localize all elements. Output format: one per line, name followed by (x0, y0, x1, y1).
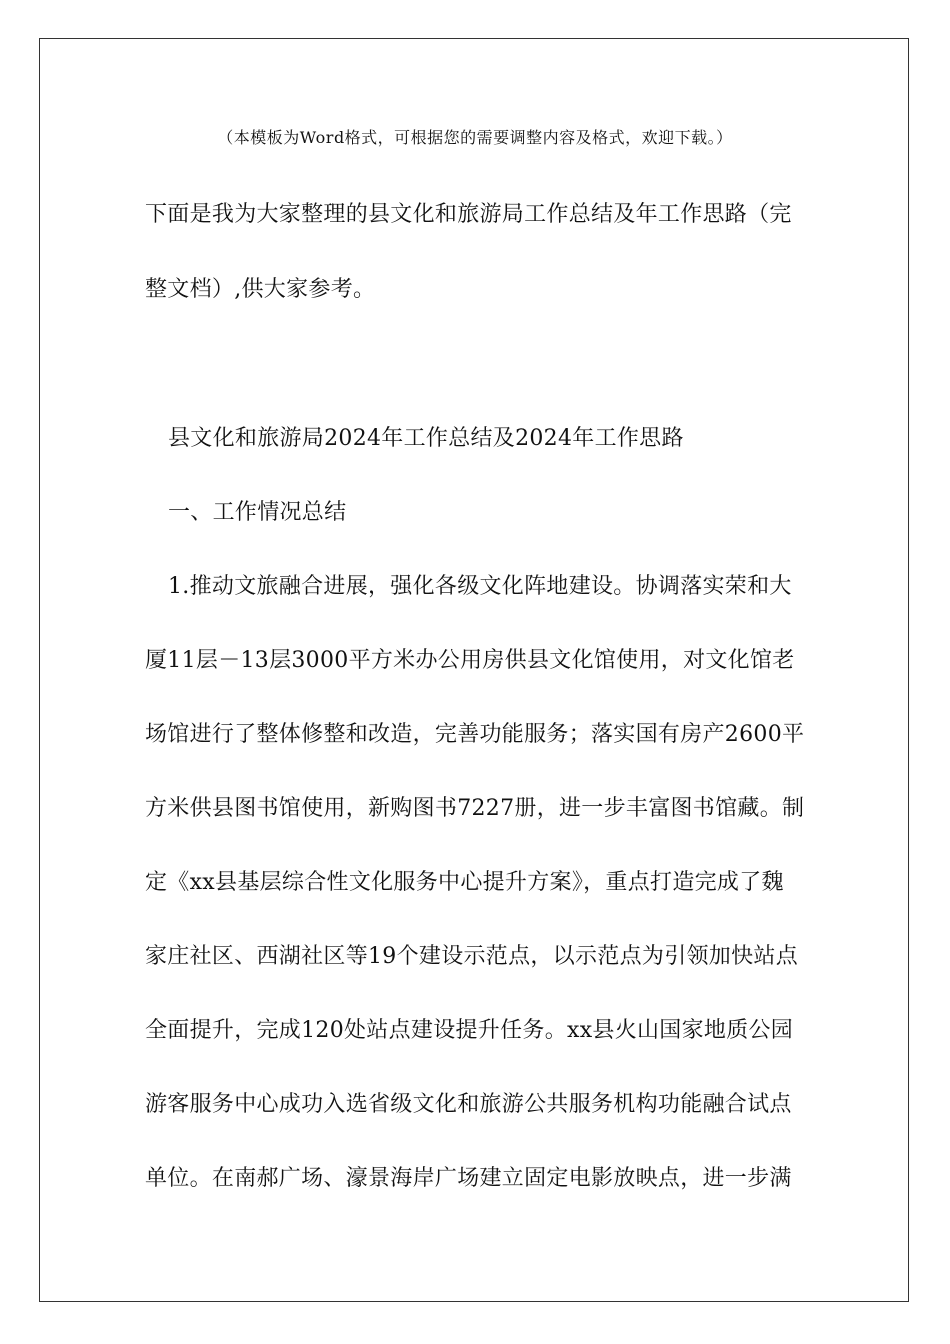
body-line: 单位。在南郝广场、濠景海岸广场建立固定电影放映点，进一步满 (145, 1166, 792, 1191)
section-heading: 一、工作情况总结 (168, 500, 347, 525)
body-line: 厦11层－13层3000平方米办公用房供县文化馆使用，对文化馆老 (145, 648, 795, 673)
intro-line: 下面是我为大家整理的县文化和旅游局工作总结及年工作思路（完 (145, 202, 792, 227)
intro-line: 整文档）,供大家参考。 (145, 277, 376, 302)
body-line: 家庄社区、西湖社区等19个建设示范点，以示范点为引领加快站点 (145, 944, 798, 969)
body-line: 全面提升，完成120处站点建设提升任务。xx县火山国家地质公园 (145, 1018, 794, 1043)
document-title: 县文化和旅游局2024年工作总结及2024年工作思路 (168, 426, 684, 451)
body-line: 方米供县图书馆使用，新购图书7227册，进一步丰富图书馆藏。制 (145, 796, 805, 821)
body-line: 1.推动文旅融合进展，强化各级文化阵地建设。协调落实荣和大 (168, 574, 792, 599)
body-line: 定《xx县基层综合性文化服务中心提升方案》，重点打造完成了魏 (145, 870, 784, 895)
body-line: 场馆进行了整体修整和改造，完善功能服务；落实国有房产2600平 (145, 722, 805, 747)
template-note: （本模板为Word格式，可根据您的需要调整内容及格式，欢迎下载。） (217, 128, 733, 147)
body-line: 游客服务中心成功入选省级文化和旅游公共服务机构功能融合试点 (145, 1092, 792, 1117)
